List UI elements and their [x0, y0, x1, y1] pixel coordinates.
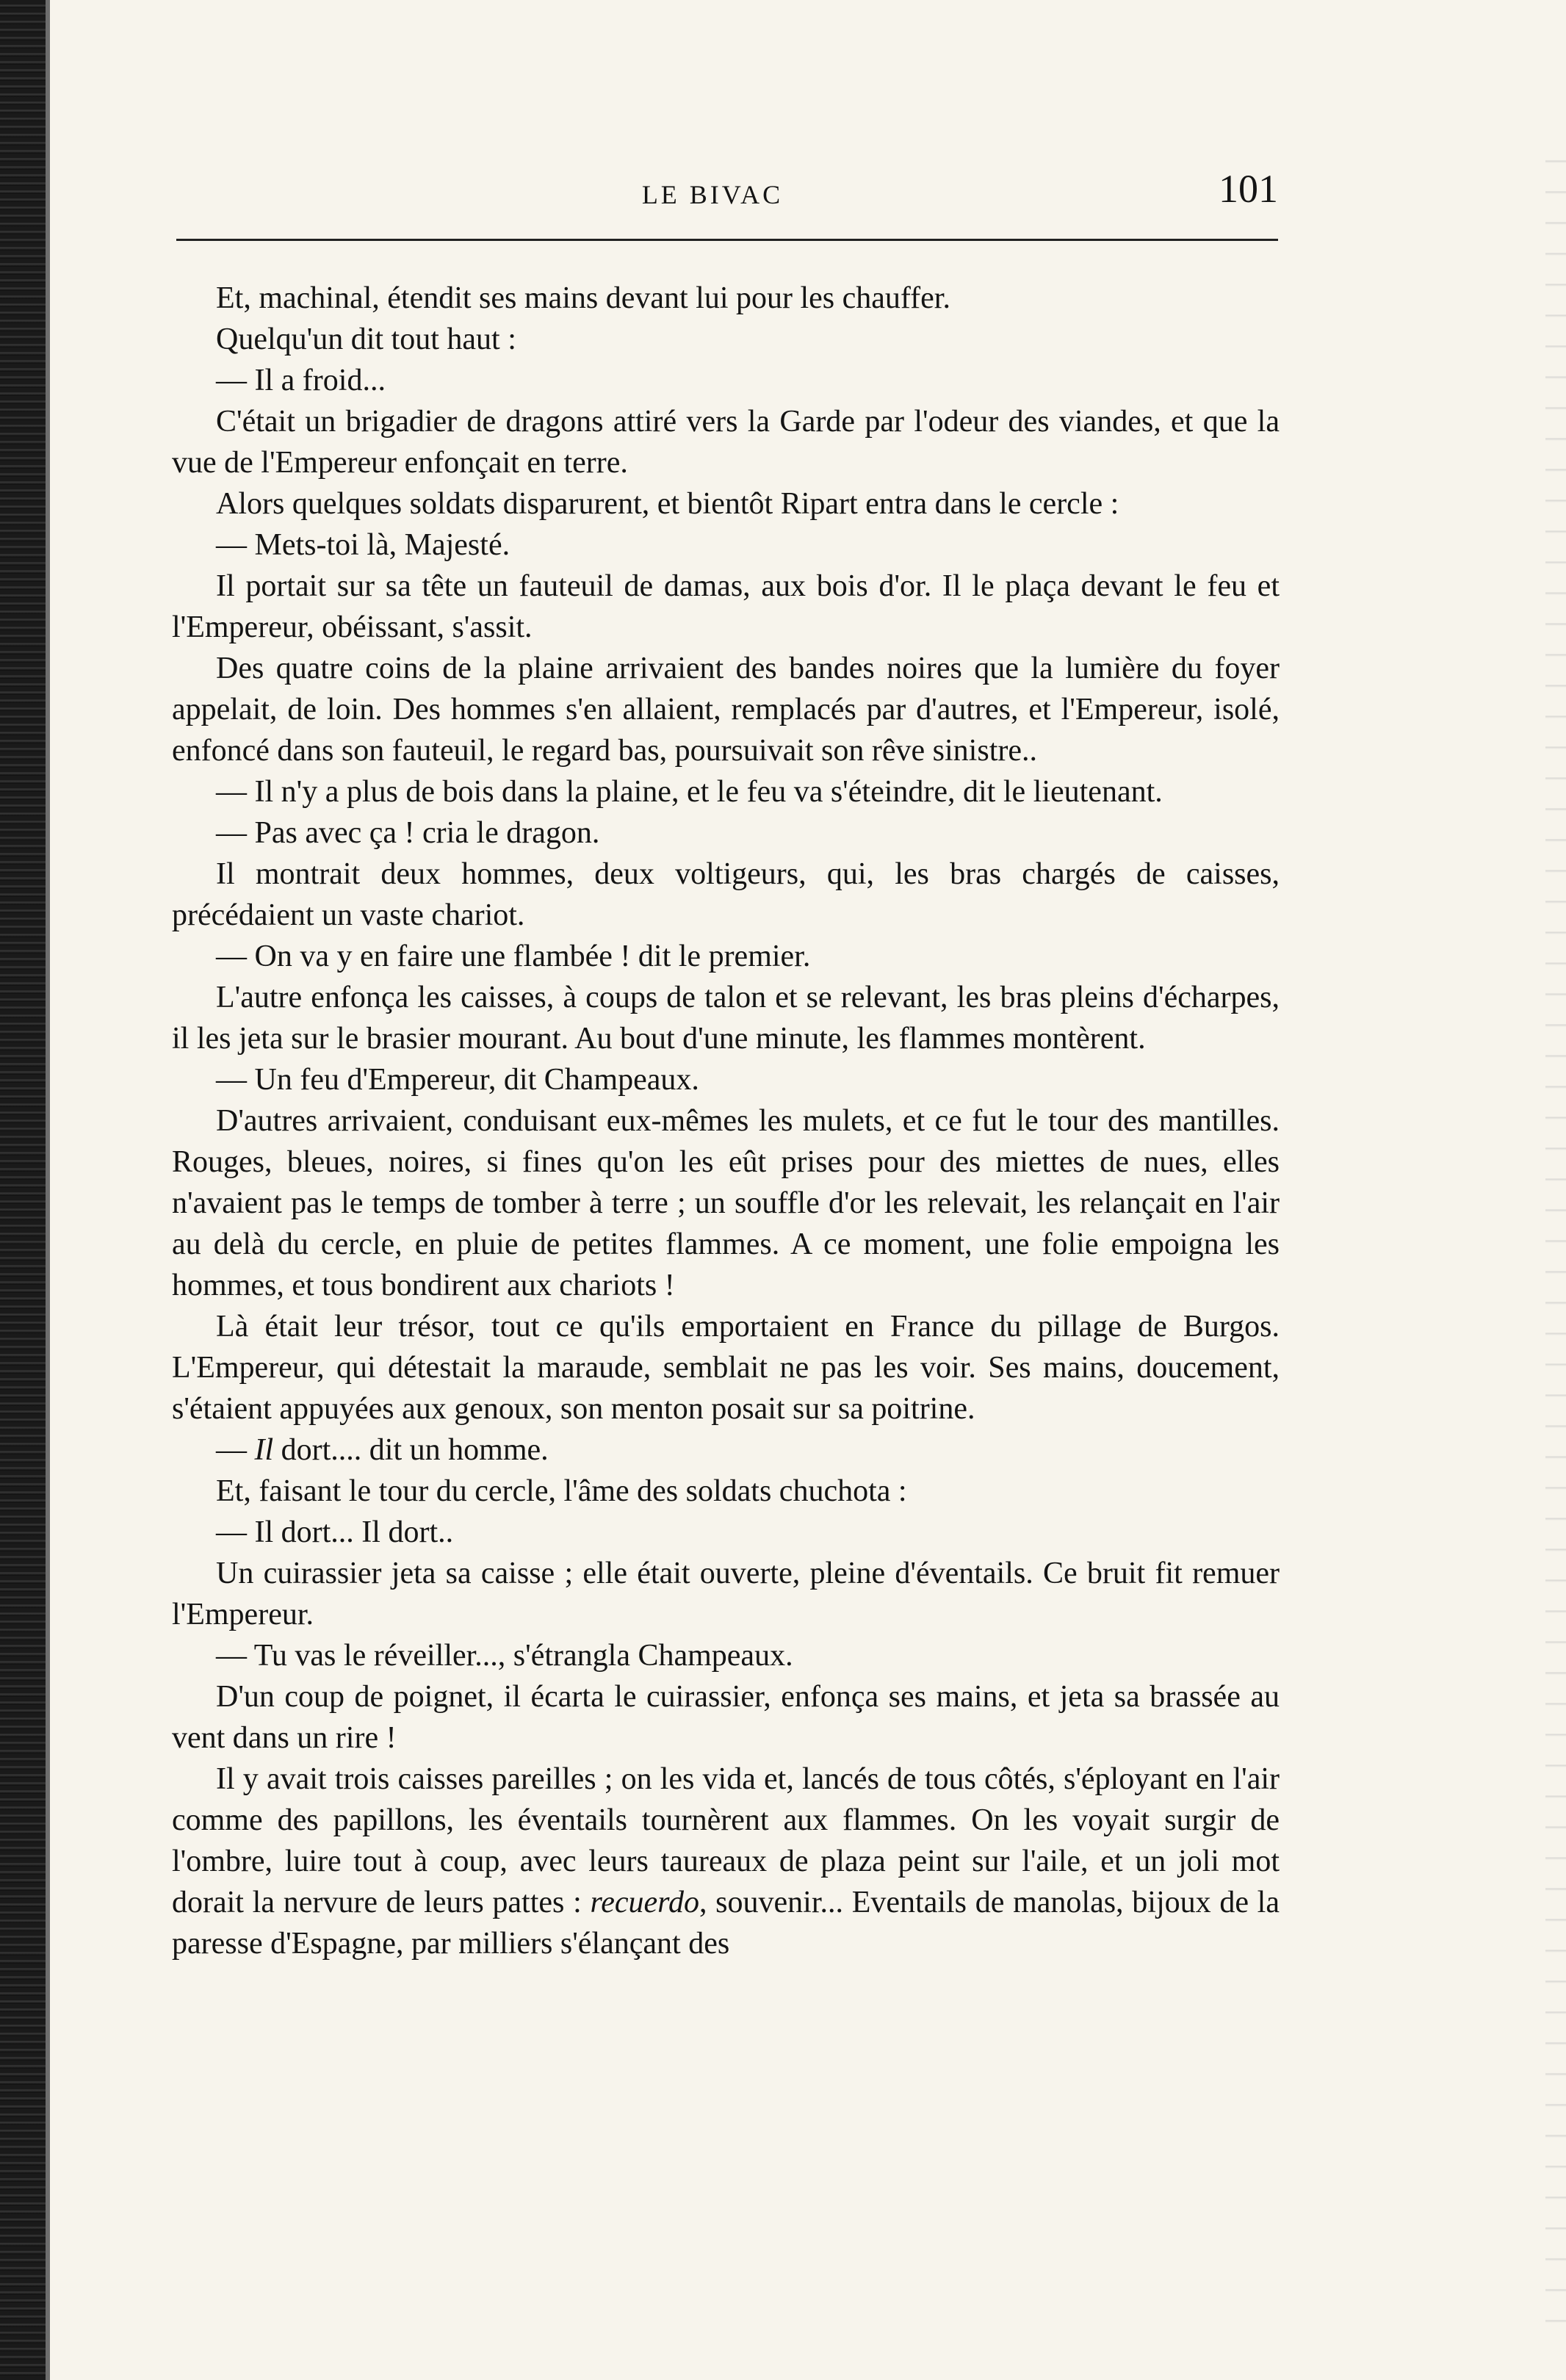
- paragraph: D'autres arrivaient, conduisant eux-mêmes les mulets, et ce fut le tour des mantilles. Rouges, bleues, noires, si fines qu'on les eût prises pour des miettes de nues, elles n'avaient pas le temps de tomber à terre ; un souffle d'or les relevait, les relançait en l'air au delà du cercle, en pluie de petites flammes. A ce moment, une folie empoigna les hommes, et tous bondirent aux chariots !: [172, 1104, 1280, 1302]
- paragraph: — Il dort... Il dort..: [216, 1515, 454, 1549]
- scan-margin-noise: [1545, 132, 1566, 2336]
- paragraph: — Il n'y a plus de bois dans la plaine, et le feu va s'éteindre, dit le lieutenant.: [216, 775, 1163, 809]
- paragraph: — On va y en faire une flambée ! dit le premier.: [216, 940, 811, 973]
- paragraph: — Mets-toi là, Majesté.: [216, 528, 510, 562]
- paragraph: — Un feu d'Empereur, dit Champeaux.: [216, 1063, 699, 1097]
- paragraph: Et, machinal, étendit ses mains devant lui pour les chauffer.: [216, 281, 950, 315]
- paragraph: — Pas avec ça ! cria le dragon.: [216, 816, 600, 850]
- page-header: [176, 165, 1278, 231]
- paragraph: Là était leur trésor, tout ce qu'ils emportaient en France du pillage de Burgos. L'Empereur, qui détestait la maraude, semblait ne pas les voir. Ses mains, doucement, s'étaient appuyées aux genoux, son menton posait sur sa poitrine.: [172, 1310, 1280, 1426]
- paragraph: — Il dort.... dit un homme.: [216, 1433, 549, 1467]
- header-rule: [176, 239, 1278, 241]
- running-title: LE BIVAC: [641, 180, 784, 209]
- page-body: [172, 278, 1280, 1964]
- paragraph: Un cuirassier jeta sa caisse ; elle était ouverte, pleine d'éventails. Ce bruit fit remuer l'Empereur.: [172, 1557, 1280, 1631]
- book-spine-edge: [0, 0, 46, 2380]
- paragraph: Alors quelques soldats disparurent, et bientôt Ripart entra dans le cercle :: [216, 487, 1119, 521]
- paragraph: — Tu vas le réveiller..., s'étrangla Champeaux.: [216, 1639, 793, 1673]
- paragraph: Il y avait trois caisses pareilles ; on les vida et, lancés de tous côtés, s'éployant en l'air comme des papillons, les éventails tournèrent aux flammes. On les voyait surgir de l'ombre, luire tout à coup, avec leurs taureaux de plaza peint sur l'aile, et un joli mot dorait la nervure de leurs pattes : recuerdo, souvenir... Eventails de manolas, bijoux de la paresse d'Espagne, par milliers s'élançant des: [172, 1762, 1280, 1961]
- paragraph: D'un coup de poignet, il écarta le cuirassier, enfonça ses mains, et jeta sa brassée au vent dans un rire !: [172, 1680, 1280, 1755]
- paragraph: Quelqu'un dit tout haut :: [216, 322, 516, 356]
- paragraph: Il montrait deux hommes, deux voltigeurs, qui, les bras chargés de caisses, précédaient un vaste chariot.: [172, 857, 1280, 932]
- paragraph: L'autre enfonça les caisses, à coups de talon et se relevant, les bras pleins d'écharpes, il les jeta sur le brasier mourant. Au bout d'une minute, les flammes montèrent.: [172, 981, 1280, 1056]
- paragraph: Et, faisant le tour du cercle, l'âme des soldats chuchota :: [216, 1474, 907, 1508]
- paragraph: C'était un brigadier de dragons attiré vers la Garde par l'odeur des viandes, et que la vue de l'Empereur enfonçait en terre.: [172, 405, 1280, 480]
- paragraph: Il portait sur sa tête un fauteuil de damas, aux bois d'or. Il le plaça devant le feu et l'Empereur, obéissant, s'assit.: [172, 569, 1280, 644]
- paragraph: Des quatre coins de la plaine arrivaient des bandes noires que la lumière du foyer appelait, de loin. Des hommes s'en allaient, remplacés par d'autres, et l'Empereur, isolé, enfoncé dans son fauteuil, le regard bas, poursuivait son rêve sinistre..: [172, 652, 1280, 768]
- paragraph: — Il a froid...: [216, 364, 386, 397]
- page-number: 101: [1219, 167, 1278, 211]
